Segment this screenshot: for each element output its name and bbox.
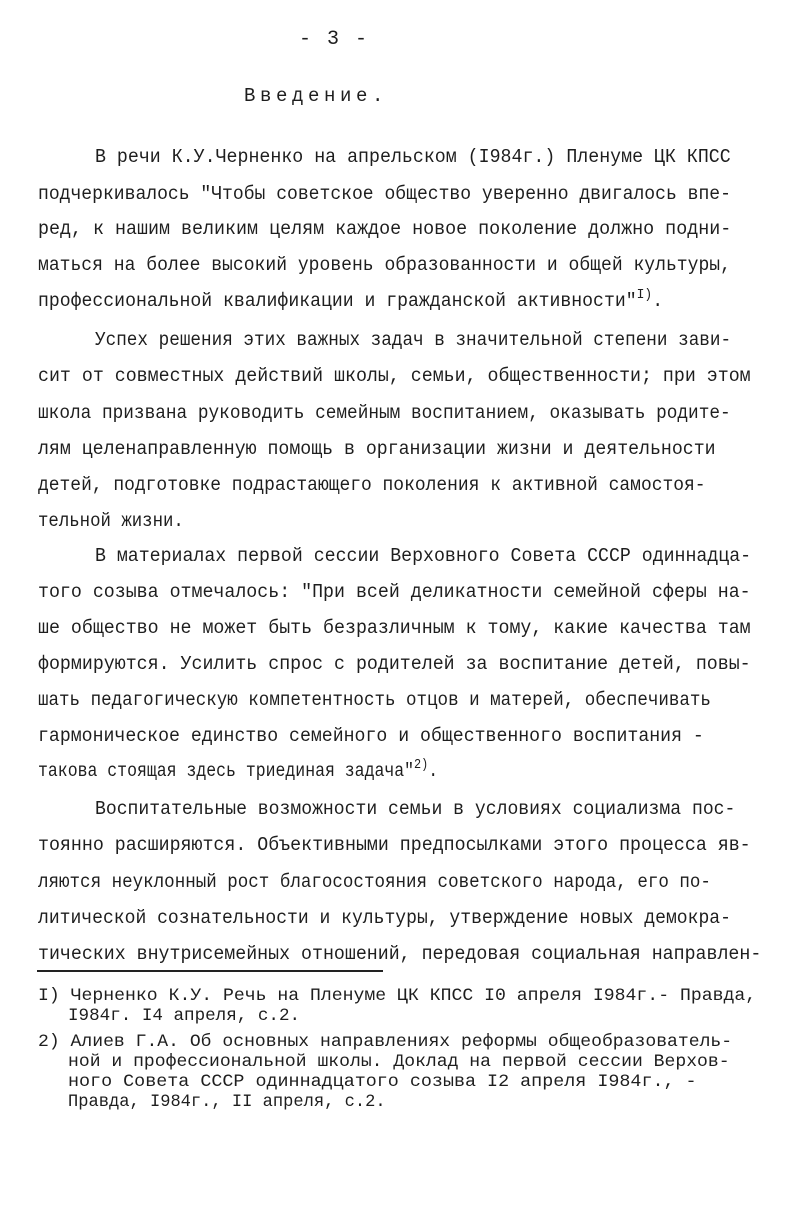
footnote-line: I) Черненко К.У. Речь на Пленуме ЦК КПСС I0 апреля I984г.- Правда, bbox=[38, 986, 757, 1006]
body-line-text: того созыва отмечалось: "При всей деликатности семейной сферы на- bbox=[38, 581, 751, 603]
body-line-text: лям целенаправленную помощь в организации жизни и деятельности bbox=[38, 438, 716, 460]
body-line bbox=[38, 583, 751, 603]
section-title: Введение. bbox=[244, 85, 389, 107]
body-line bbox=[95, 800, 735, 820]
body-line-text: гармоническое единство семейного и общественного воспитания - bbox=[38, 725, 704, 747]
body-line-text: школа призвана руководить семейным воспитанием, оказывать родите- bbox=[38, 402, 731, 424]
body-line bbox=[38, 909, 731, 929]
body-line bbox=[95, 547, 751, 567]
body-line-text: формируются. Усилить спрос с родителей за воспитание детей, повы- bbox=[38, 653, 751, 675]
footnote-reference: I) bbox=[636, 287, 653, 303]
body-line-text: сит от совместных действий школы, семьи, общественности; при этом bbox=[38, 365, 751, 387]
footnote-line: I984г. I4 апреля, с.2. bbox=[68, 1006, 301, 1026]
body-line-text: литической сознательности и культуры, утверждение новых демокра- bbox=[38, 907, 731, 929]
body-line-text: Успех решения этих важных задач в значительной степени зави- bbox=[95, 329, 732, 351]
body-line bbox=[38, 757, 439, 782]
body-line bbox=[38, 440, 716, 460]
page-number: - 3 - bbox=[298, 28, 369, 51]
footnote-reference: 2) bbox=[414, 757, 429, 773]
footnote-line: ного Совета СССР одиннадцатого созыва I2 апреля I984г., - bbox=[68, 1072, 697, 1092]
body-line bbox=[38, 727, 704, 747]
body-line bbox=[38, 220, 731, 240]
body-line-text: В речи К.У.Черненко на апрельском (I984г.) Пленуме ЦК КПСС bbox=[95, 146, 731, 168]
body-line-text: ляются неуклонный рост благосостояния советского народа, его по- bbox=[38, 871, 711, 893]
body-line bbox=[38, 287, 664, 312]
body-line-text: профессиональной квалификации и гражданской активности" bbox=[38, 290, 637, 312]
footnote-line: Правда, I984г., II апреля, с.2. bbox=[68, 1092, 386, 1112]
body-line-text: тических внутрисемейных отношений, передовая социальная направлен- bbox=[38, 943, 762, 965]
body-line bbox=[38, 404, 731, 424]
body-line bbox=[38, 836, 751, 856]
line-punctuation: . bbox=[428, 760, 439, 782]
body-line-text: Воспитательные возможности семьи в условиях социализма пос- bbox=[95, 798, 736, 820]
body-line bbox=[95, 148, 731, 168]
footnote-line: 2) Алиев Г.А. Об основных направлениях реформы общеобразователь- bbox=[38, 1032, 733, 1052]
body-line bbox=[38, 655, 751, 675]
body-line-text: подчеркивалось "Чтобы советское общество уверенно двигалось впе- bbox=[38, 183, 731, 205]
body-line-text: тельной жизни. bbox=[38, 510, 184, 532]
body-line bbox=[38, 185, 731, 205]
body-line bbox=[38, 367, 751, 387]
body-line bbox=[38, 945, 761, 965]
body-line bbox=[95, 331, 731, 351]
body-line bbox=[38, 873, 711, 893]
footnote-line: ной и профессиональной школы. Доклад на первой сессии Верхов- bbox=[68, 1052, 730, 1072]
body-line-text: ред, к нашим великим целям каждое новое поколение должно подни- bbox=[38, 218, 732, 240]
body-line bbox=[38, 476, 706, 496]
body-line bbox=[38, 619, 751, 639]
body-line-text: тоянно расширяются. Объективными предпосылками этого процесса яв- bbox=[38, 834, 751, 856]
body-line bbox=[38, 691, 711, 711]
body-line-text: такова стоящая здесь триединая задача" bbox=[38, 760, 415, 782]
footnote-separator bbox=[37, 970, 383, 972]
body-line-text: В материалах первой сессии Верховного Совета СССР одиннадца- bbox=[95, 545, 752, 567]
body-line bbox=[38, 512, 184, 532]
body-line-text: ше общество не может быть безразличным к тому, какие качества там bbox=[38, 617, 751, 639]
body-line-text: маться на более высокий уровень образованности и общей культуры, bbox=[38, 254, 731, 276]
body-line-text: детей, подготовке подрастающего поколения к активной самостоя- bbox=[38, 474, 706, 496]
line-punctuation: . bbox=[652, 290, 664, 312]
body-line bbox=[38, 256, 731, 276]
body-line-text: шать педагогическую компетентность отцов и матерей, обеспечивать bbox=[38, 689, 711, 711]
